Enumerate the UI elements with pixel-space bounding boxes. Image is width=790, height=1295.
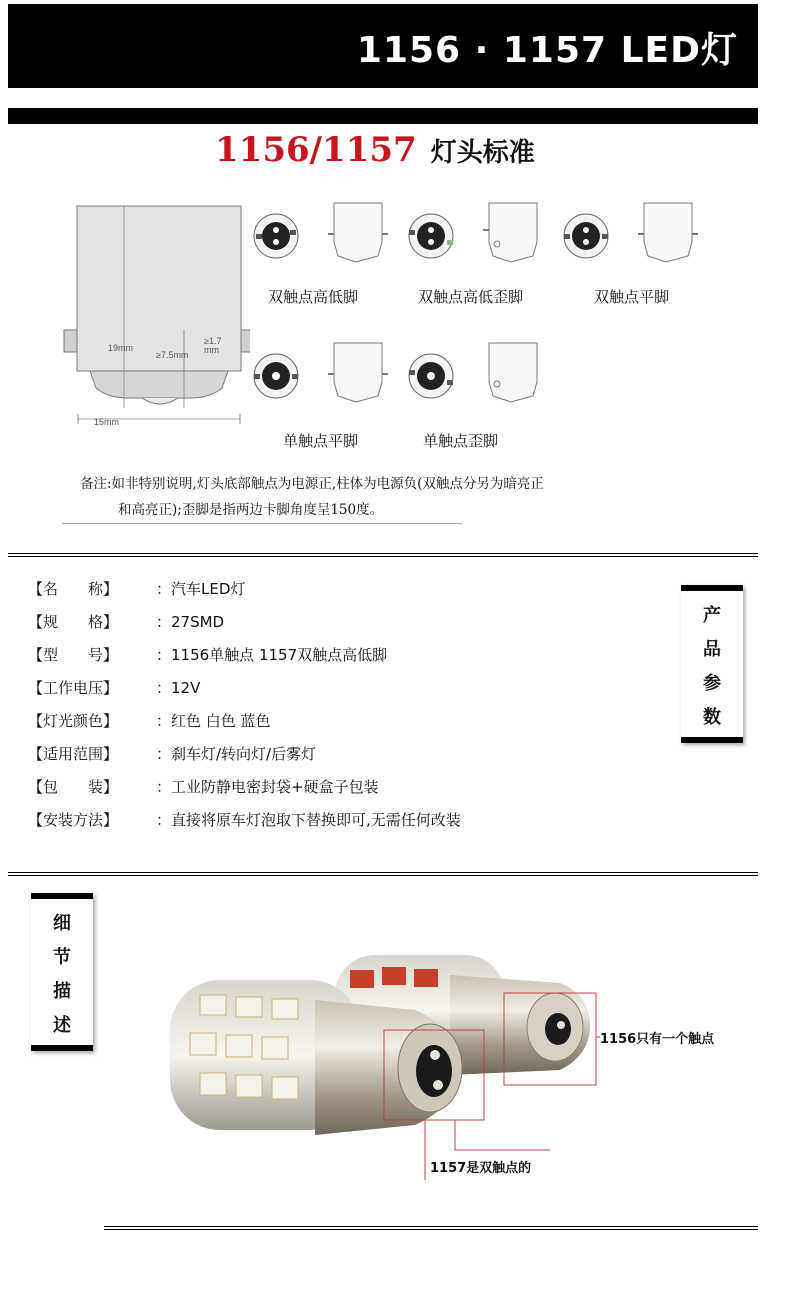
top-banner: [8, 4, 758, 88]
side-tag-char: 数: [703, 707, 721, 728]
param-key: 【工作电压】: [28, 679, 119, 697]
caption-double-flat: 双触点平脚: [594, 288, 670, 306]
param-key: 【包 装】: [28, 778, 119, 796]
note-line-1: 备注:如非特别说明,灯头底部触点为电源正,柱体为电源负(双触点分另为暗亮正: [80, 476, 544, 492]
callout-1157: 1157是双触点的: [430, 1161, 532, 1176]
param-row-spec: [28, 611, 461, 644]
note-underline: [62, 523, 462, 524]
side-tag-char: 参: [703, 673, 721, 694]
section-rule-2: [8, 872, 758, 876]
param-key: 【型 号】: [28, 646, 119, 664]
param-value: ：1156单触点 1157双触点高低脚: [156, 646, 388, 664]
param-value: ：工业防静电密封袋+硬盒子包装: [156, 778, 379, 796]
param-key: 【安装方法】: [28, 811, 119, 829]
dim-height-label: 19mm: [108, 343, 134, 353]
param-key: 【规 格】: [28, 613, 119, 631]
banner-title: 1156 · 1157 LED灯: [356, 30, 738, 71]
standard-note: [80, 471, 690, 523]
param-value: ：直接将原车灯泡取下替换即可,无需任何改装: [156, 811, 461, 829]
caption-double-offset-angled: 双触点高低歪脚: [418, 288, 524, 306]
section-rule-3: [104, 1226, 758, 1230]
base-types-row-1: [250, 200, 710, 275]
param-value: ：红色 白色 蓝色: [156, 712, 271, 730]
caption-single-angled: 单触点歪脚: [423, 432, 499, 450]
dim-pin-label: ≥7.5mm: [156, 350, 189, 360]
param-value: ：刹车灯/转向灯/后雾灯: [156, 745, 317, 763]
side-tag-char: 节: [53, 947, 71, 968]
caption-single-flat: 单触点平脚: [283, 432, 359, 450]
double-contact-offset-angled-base-icon: [409, 203, 537, 262]
params-side-tag: [681, 585, 743, 743]
side-tag-char: 述: [53, 1015, 71, 1036]
product-params-list: [28, 578, 461, 842]
callout-1156: 1156只有一个触点: [600, 1032, 715, 1047]
side-tag-char: 描: [53, 981, 71, 1002]
side-tag-char: 细: [53, 913, 71, 934]
param-row-color: [28, 710, 461, 743]
base-dimension-diagram: [60, 198, 250, 433]
single-contact-angled-base-icon: [409, 343, 537, 402]
note-line-2: 和高亮正);歪脚是指两边卡脚角度呈150度。: [118, 502, 384, 518]
param-key: 【名 称】: [28, 580, 119, 598]
callout-lines: [380, 985, 600, 1185]
caption-double-offset: 双触点高低脚: [268, 288, 359, 306]
param-row-voltage: [28, 677, 461, 710]
param-row-name: [28, 578, 461, 611]
dim-width-label: 15mm: [94, 417, 120, 427]
dim-gap-label-a: ≥1.7: [204, 336, 222, 346]
details-side-tag: [31, 893, 93, 1051]
param-row-install: [28, 809, 461, 842]
dim-gap-label-b: mm: [204, 345, 219, 355]
param-value: ：12V: [156, 679, 201, 697]
param-key: 【适用范围】: [28, 745, 119, 763]
param-key: 【灯光颜色】: [28, 712, 119, 730]
base-types-row-2: [250, 340, 550, 415]
param-row-model: [28, 644, 461, 677]
standard-title: [215, 130, 535, 170]
standard-title-models: 1156/1157: [215, 130, 417, 170]
standard-title-text: 灯头标准: [430, 138, 535, 168]
section-rule-1: [8, 553, 758, 557]
side-tag-char: 品: [703, 639, 721, 660]
double-contact-flat-base-icon: [564, 203, 698, 262]
double-contact-offset-base-icon: [254, 203, 388, 262]
param-row-package: [28, 776, 461, 809]
param-row-usage: [28, 743, 461, 776]
section-divider-bar: [8, 108, 758, 124]
param-value: ：27SMD: [156, 613, 225, 631]
single-contact-flat-base-icon: [254, 343, 388, 402]
side-tag-char: 产: [703, 605, 721, 626]
param-value: ：汽车LED灯: [156, 580, 246, 598]
